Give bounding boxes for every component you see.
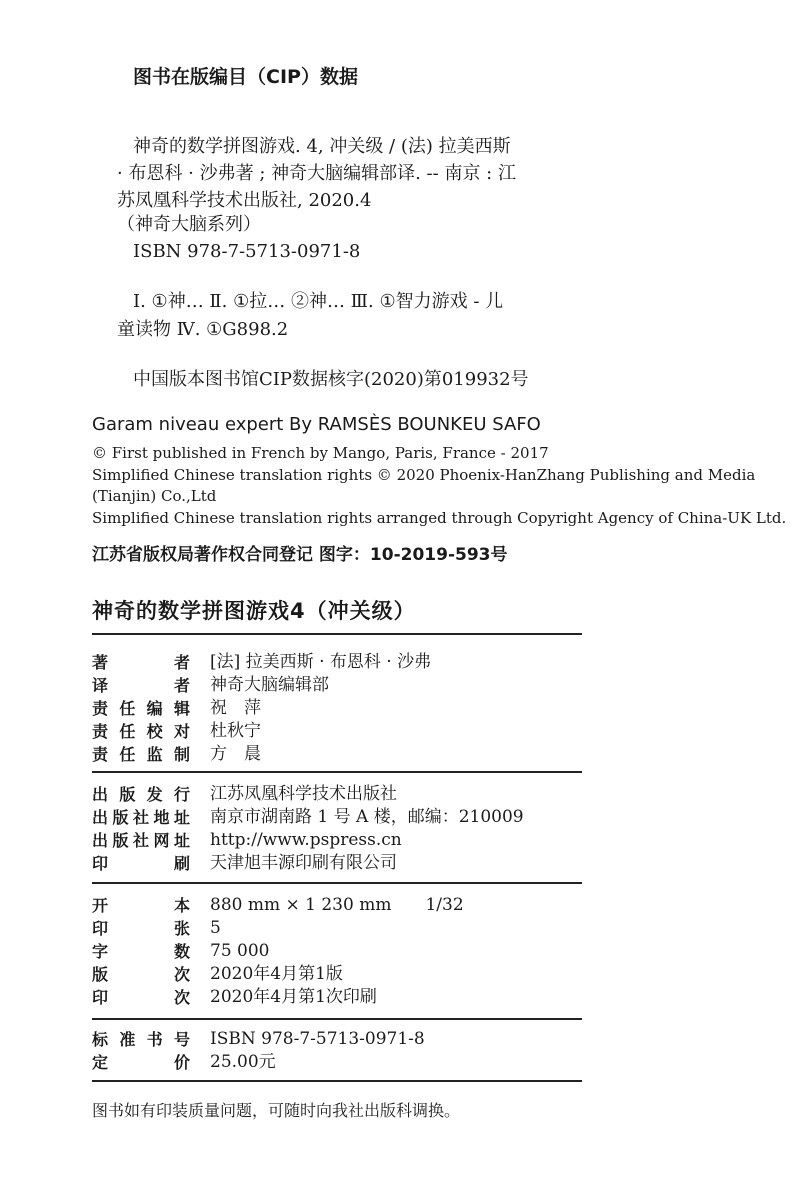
label-char: 价: [173, 1053, 190, 1072]
label-char: 者: [173, 676, 190, 695]
divider: [92, 633, 582, 635]
label-char: 版: [112, 831, 129, 850]
colophon-value: 2020年4月第1版: [210, 964, 343, 984]
book-title: 神奇的数学拼图游戏4（冲关级）: [92, 599, 416, 623]
copyright-registration: 江苏省版权局著作权合同登记 图字：10-2019-593号: [92, 545, 508, 565]
colophon-label: [92, 894, 190, 917]
label-char: 张: [173, 919, 190, 938]
colophon-value: [法] 拉美西斯 · 布恩科 · 沙弗: [210, 652, 432, 672]
colophon-value: 2020年4月第1次印刷: [210, 987, 377, 1007]
divider: [92, 1080, 582, 1082]
label-char: 刷: [173, 854, 190, 873]
label-char: 制: [173, 745, 190, 764]
colophon-row: [92, 852, 582, 875]
label-char: 址: [173, 831, 190, 850]
colophon-row: [92, 940, 582, 963]
standard-section: [92, 1028, 582, 1074]
colophon-value: 南京市湖南路 1 号 A 楼，邮编：210009: [210, 807, 524, 827]
label-char: 次: [173, 965, 190, 984]
colophon-value: 江苏凤凰科学技术出版社: [210, 784, 397, 804]
label-char: 任: [119, 722, 136, 741]
label-char: 任: [119, 745, 136, 764]
colophon-value: 杜秋宁: [210, 721, 261, 741]
cip-heading: 图书在版编目（CIP）数据: [133, 66, 358, 88]
colophon-label: [92, 986, 190, 1009]
label-char: 印: [92, 854, 109, 873]
colophon-row: [92, 806, 582, 829]
colophon-value: 5: [210, 918, 221, 938]
label-char: 数: [173, 942, 190, 961]
label-char: 出: [92, 808, 109, 827]
colophon-row: [92, 894, 582, 917]
colophon-label: [92, 1051, 190, 1074]
specs-section: [92, 894, 582, 1009]
label-char: 责: [92, 722, 109, 741]
label-char: 准: [119, 1030, 136, 1049]
colophon-row: [92, 720, 582, 743]
colophon-value: http://www.pspress.cn: [210, 830, 402, 850]
colophon-row: [92, 963, 582, 986]
colophon-label: [92, 720, 190, 743]
cip-line-2: · 布恩科 · 沙弗著 ; 神奇大脑编辑部译. -- 南京 : 江: [117, 163, 516, 184]
quality-note: 图书如有印装质量问题，可随时向我社出版科调换。: [92, 1101, 461, 1120]
label-char: 开: [92, 896, 109, 915]
label-char: 出: [92, 785, 109, 804]
label-char: 定: [92, 1053, 109, 1072]
colophon-label: [92, 1028, 190, 1051]
label-char: 书: [146, 1030, 163, 1049]
label-char: 责: [92, 699, 109, 718]
label-char: 次: [173, 988, 190, 1007]
colophon-row: [92, 829, 582, 852]
divider: [92, 882, 582, 884]
colophon-row: [92, 783, 582, 806]
colophon-value: 祝 萍: [210, 698, 261, 718]
label-char: 网: [153, 831, 170, 850]
divider: [92, 771, 582, 773]
colophon-value: 75 000: [210, 941, 270, 961]
cip-classification-2: 童读物 Ⅳ. ①G898.2: [117, 319, 289, 340]
label-char: 著: [92, 653, 109, 672]
cip-isbn: ISBN 978-7-5713-0971-8: [133, 241, 361, 262]
label-char: 本: [173, 896, 190, 915]
credits-section: [92, 651, 582, 766]
label-char: 印: [92, 919, 109, 938]
colophon-value: 神奇大脑编辑部: [210, 675, 329, 695]
label-char: 者: [173, 653, 190, 672]
colophon-label: [92, 783, 190, 806]
colophon-label: [92, 697, 190, 720]
cip-line-3: 苏凤凰科学技术出版社, 2020.4: [117, 190, 372, 211]
label-char: 社: [132, 831, 149, 850]
divider: [92, 1018, 582, 1020]
rights-line-1b: (Tianjin) Co.,Ltd: [92, 487, 217, 505]
rights-line-2: Simplified Chinese translation rights arranged through Copyright Agency of China-UK Ltd.: [92, 509, 787, 527]
colophon-row: [92, 1028, 582, 1051]
label-char: 版: [119, 785, 136, 804]
colophon-label: [92, 674, 190, 697]
rights-line-1: Simplified Chinese translation rights © 2020 Phoenix-HanZhang Publishing and Media: [92, 466, 756, 484]
colophon-row: [92, 651, 582, 674]
label-char: 发: [146, 785, 163, 804]
label-char: 对: [173, 722, 190, 741]
label-char: 辑: [173, 699, 190, 718]
cip-verification: 中国版本图书馆CIP数据核字(2020)第019932号: [133, 369, 529, 390]
colophon-label: [92, 852, 190, 875]
colophon-row: [92, 674, 582, 697]
label-char: 任: [119, 699, 136, 718]
colophon-label: [92, 829, 190, 852]
colophon-label: [92, 917, 190, 940]
colophon-label: [92, 963, 190, 986]
label-char: 出: [92, 831, 109, 850]
label-char: 监: [146, 745, 163, 764]
colophon-label: [92, 806, 190, 829]
colophon-value: 方 晨: [210, 744, 261, 764]
label-char: 校: [146, 722, 163, 741]
first-published: © First published in French by Mango, Paris, France - 2017: [92, 444, 549, 462]
colophon-row: [92, 1051, 582, 1074]
colophon-label: [92, 940, 190, 963]
colophon-value: ISBN 978-7-5713-0971-8: [210, 1029, 425, 1049]
cip-line-1: 神奇的数学拼图游戏. 4, 冲关级 / (法) 拉美西斯: [133, 136, 511, 157]
label-char: 标: [92, 1030, 109, 1049]
colophon-value: 25.00元: [210, 1052, 276, 1072]
label-char: 版: [112, 808, 129, 827]
publisher-section: [92, 783, 582, 875]
label-char: 字: [92, 942, 109, 961]
colophon-value: 880 mm × 1 230 mm 1/32: [210, 895, 464, 915]
label-char: 编: [146, 699, 163, 718]
colophon-row: [92, 743, 582, 766]
colophon-label: [92, 651, 190, 674]
colophon-row: [92, 986, 582, 1009]
colophon-row: [92, 917, 582, 940]
label-char: 社: [132, 808, 149, 827]
label-char: 址: [173, 808, 190, 827]
colophon-row: [92, 697, 582, 720]
label-char: 号: [173, 1030, 190, 1049]
colophon-value: 天津旭丰源印刷有限公司: [210, 853, 397, 873]
label-char: 版: [92, 965, 109, 984]
label-char: 印: [92, 988, 109, 1007]
label-char: 责: [92, 745, 109, 764]
cip-classification-1: Ⅰ. ①神… Ⅱ. ①拉… ②神… Ⅲ. ①智力游戏 - 儿: [133, 291, 504, 312]
label-char: 行: [173, 785, 190, 804]
original-title: Garam niveau expert By RAMSÈS BOUNKEU SAFO: [92, 414, 541, 435]
cip-series: （神奇大脑系列）: [117, 214, 261, 235]
colophon-label: [92, 743, 190, 766]
label-char: 译: [92, 676, 109, 695]
label-char: 地: [153, 808, 170, 827]
